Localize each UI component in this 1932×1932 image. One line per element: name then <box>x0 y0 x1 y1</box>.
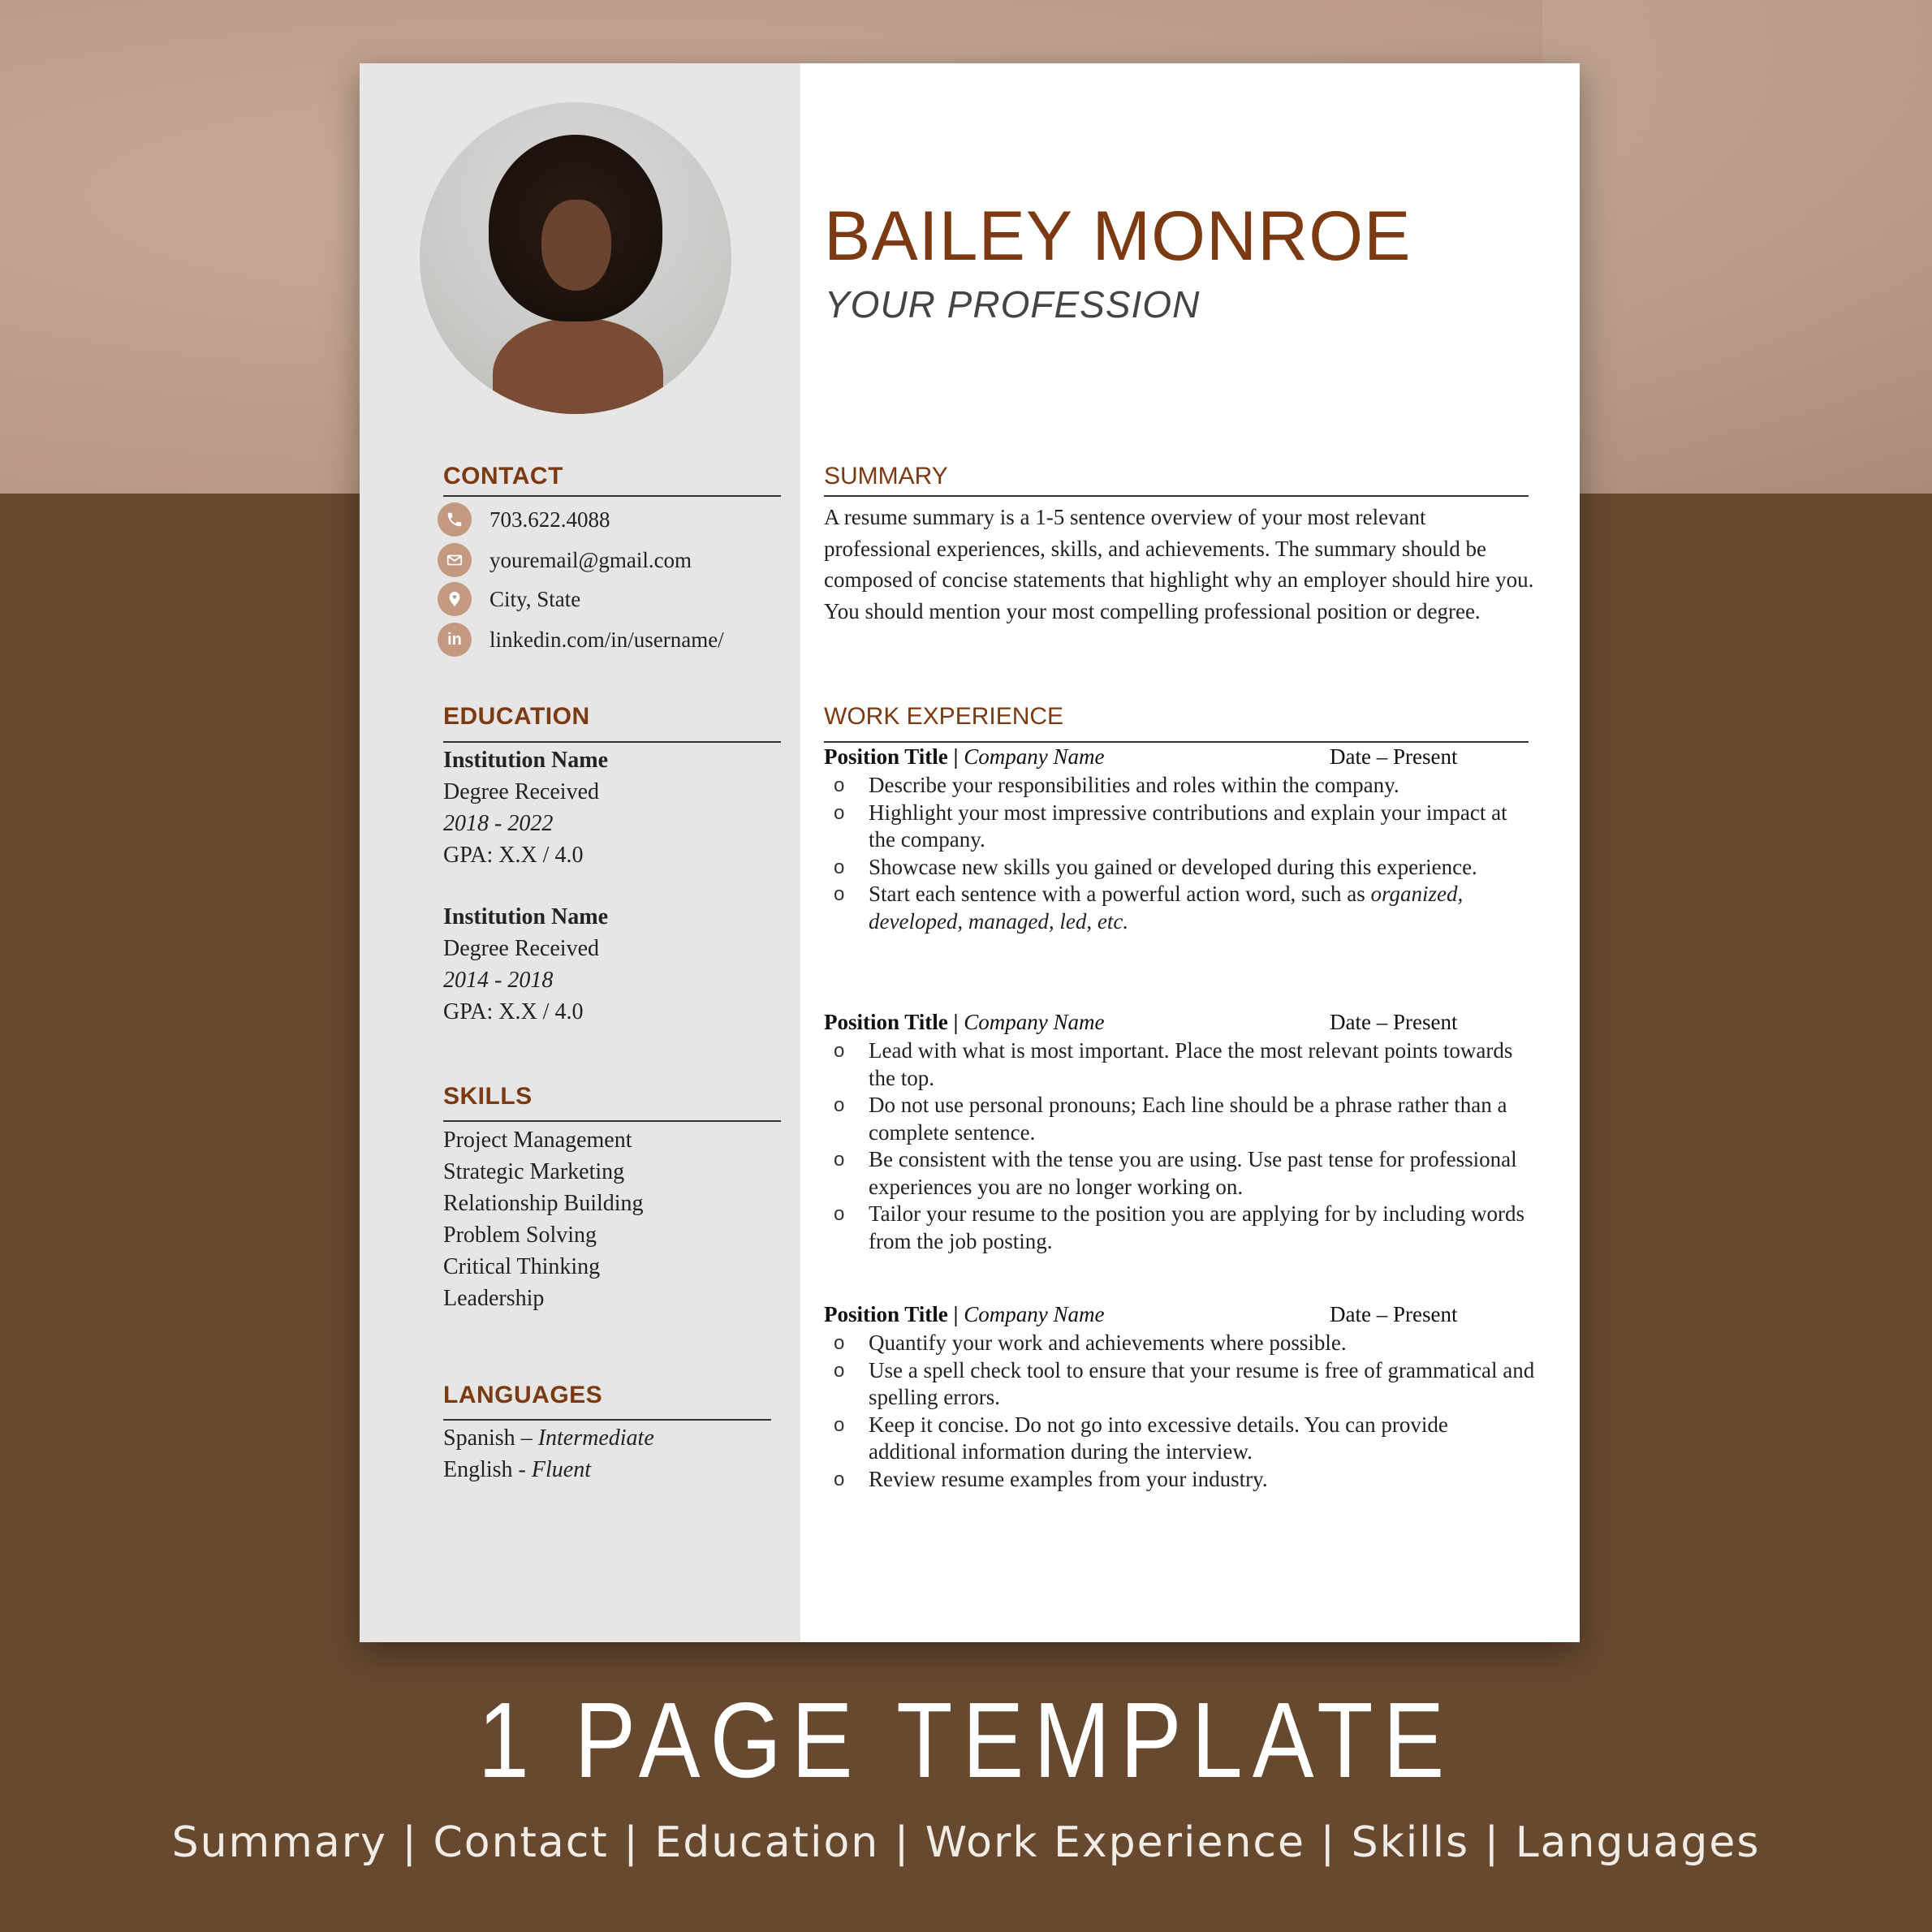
banner-subtitle: Summary | Contact | Education | Work Experience | Skills | Languages <box>171 1818 1761 1867</box>
job-entry <box>824 1302 1538 1493</box>
banner-title: 1 PAGE TEMPLATE <box>477 1680 1455 1800</box>
summary-divider <box>824 495 1529 497</box>
job-header: Position Title | Company Name Date – Present <box>824 1302 1458 1326</box>
contact-phone-text: 703.622.4088 <box>489 507 610 532</box>
profile-photo <box>420 102 731 414</box>
contact-heading: CONTACT <box>443 463 563 489</box>
institution-name: Institution Name <box>443 748 609 773</box>
contact-email <box>438 542 692 578</box>
position-title: Position Title <box>824 744 948 769</box>
contact-location-text: City, State <box>489 586 581 611</box>
job-entry <box>824 1010 1538 1255</box>
languages-list <box>443 1422 654 1486</box>
summary-text: A resume summary is a 1-5 sentence overview of your most relevant professional experiences, skills, and achievements. The summary should be composed of concise statements that highlight why an employer should hire you. You should mention your most compelling professional position or degree. <box>824 505 1534 623</box>
bullet-item: o Do not use personal pronouns; Each line should be a phrase rather than a complete sentence. <box>824 1092 1538 1146</box>
work-divider <box>824 741 1529 743</box>
position-title: Position Title <box>824 1010 948 1034</box>
bullet-item: o Be consistent with the tense you are using. Use past tense for professional experiences you are no longer working on. <box>824 1146 1538 1201</box>
languages-heading: LANGUAGES <box>443 1382 603 1408</box>
work-heading: WORK EXPERIENCE <box>824 703 1064 730</box>
contact-linkedin-text: linkedin.com/in/username/ <box>489 627 724 652</box>
job-bullets <box>824 772 1538 935</box>
languages-divider <box>443 1419 771 1421</box>
resume-sidebar <box>360 63 800 1642</box>
job-bullets <box>824 1037 1538 1255</box>
bullet-item: o Highlight your most impressive contributions and explain your impact at the company. <box>824 800 1538 854</box>
job-date: Date – Present <box>1330 1302 1458 1326</box>
bullet-item: o Lead with what is most important. Place the most relevant points towards the top. <box>824 1037 1538 1092</box>
skill-item: Problem Solving <box>443 1223 597 1248</box>
institution-name: Institution Name <box>443 904 609 929</box>
resume-profession: YOUR PROFESSION <box>825 283 1201 326</box>
linkedin-icon: in <box>438 623 472 657</box>
education-entry <box>443 744 608 871</box>
skill-item: Strategic Marketing <box>443 1159 625 1184</box>
gpa: GPA: X.X / 4.0 <box>443 999 584 1024</box>
skill-item: Critical Thinking <box>443 1254 601 1279</box>
summary-heading: SUMMARY <box>824 463 948 489</box>
bullet-item: o Quantify your work and achievements where possible. <box>824 1330 1538 1357</box>
resume-name: BAILEY MONROE <box>824 197 1412 275</box>
position-title: Position Title <box>824 1302 948 1326</box>
bullet-item: o Tailor your resume to the position you are applying for by including words from the job posting. <box>824 1201 1538 1255</box>
bullet-item: o Showcase new skills you gained or developed during this experience. <box>824 854 1538 882</box>
job-date: Date – Present <box>1330 1010 1458 1034</box>
contact-email-text: youremail@gmail.com <box>489 547 692 572</box>
degree-years: 2018 - 2022 <box>443 811 554 836</box>
education-entry <box>443 901 608 1028</box>
job-header: Position Title | Company Name Date – Present <box>824 744 1458 769</box>
language-item: Spanish – Intermediate <box>443 1425 654 1451</box>
email-icon <box>438 543 472 577</box>
education-heading: EDUCATION <box>443 703 590 730</box>
bullet-item: o Use a spell check tool to ensure that your resume is free of grammatical and spelling errors. <box>824 1357 1538 1412</box>
contact-divider <box>443 495 781 497</box>
bullet-item: o Review resume examples from your industry. <box>824 1466 1538 1494</box>
skills-divider <box>443 1120 781 1122</box>
contact-linkedin <box>438 622 724 658</box>
skills-heading: SKILLS <box>443 1083 533 1110</box>
company-name: Company Name <box>964 1010 1105 1034</box>
job-entry <box>824 744 1538 935</box>
bullet-item: o Start each sentence with a powerful action word, such as organized, developed, managed, led, etc. <box>824 881 1538 935</box>
contact-phone <box>438 502 610 537</box>
company-name: Company Name <box>964 744 1105 769</box>
job-date: Date – Present <box>1330 744 1458 769</box>
skills-list <box>443 1124 644 1314</box>
skill-item: Project Management <box>443 1128 632 1153</box>
resume-page <box>360 63 1580 1642</box>
company-name: Company Name <box>964 1302 1105 1326</box>
education-divider <box>443 741 781 743</box>
degree: Degree Received <box>443 936 599 961</box>
job-bullets <box>824 1330 1538 1493</box>
degree: Degree Received <box>443 779 599 804</box>
job-header: Position Title | Company Name Date – Present <box>824 1010 1458 1034</box>
gpa: GPA: X.X / 4.0 <box>443 843 584 868</box>
skill-item: Relationship Building <box>443 1191 644 1216</box>
bullet-item: o Describe your responsibilities and roles within the company. <box>824 772 1538 800</box>
contact-location <box>438 581 580 617</box>
degree-years: 2014 - 2018 <box>443 968 554 993</box>
skill-item: Leadership <box>443 1286 545 1311</box>
location-icon <box>438 582 472 616</box>
language-item: English - Fluent <box>443 1457 591 1482</box>
phone-icon <box>438 502 472 537</box>
bullet-item: o Keep it concise. Do not go into excessive details. You can provide additional information during the interview. <box>824 1412 1538 1466</box>
